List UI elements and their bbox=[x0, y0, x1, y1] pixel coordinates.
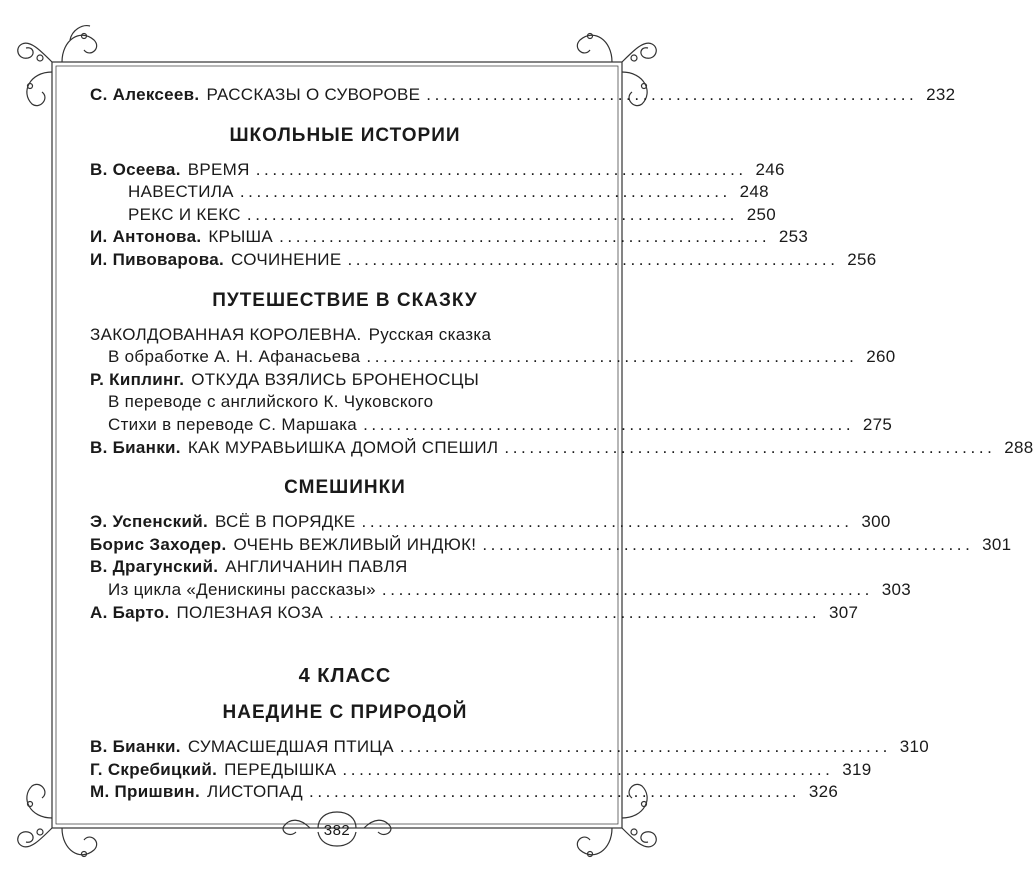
entry-note: Русская сказка bbox=[368, 324, 492, 344]
dot-leader: ........................................................... bbox=[504, 437, 996, 457]
section-heading: СМЕШИНКИ bbox=[284, 477, 406, 499]
entry-page: 248 bbox=[739, 182, 769, 202]
section-heading: ПУТЕШЕСТВИЕ В СКАЗКУ bbox=[212, 289, 478, 311]
entry-title: ПОЛЕЗНАЯ КОЗА bbox=[176, 602, 324, 622]
dot-leader: ........................................................... bbox=[239, 182, 731, 202]
entry-title: РЕКС И КЕКС bbox=[128, 204, 241, 224]
entry-note: Из цикла «Денискины рассказы» bbox=[108, 579, 376, 599]
entry-author: И. Антонова. bbox=[90, 227, 202, 247]
entry-note: В переводе с английского К. Чуковского bbox=[108, 392, 434, 412]
toc-entry[interactable] bbox=[90, 369, 600, 392]
entry-title: ВРЕМЯ bbox=[187, 159, 250, 179]
entry-page: 326 bbox=[808, 782, 839, 802]
toc-entry[interactable] bbox=[90, 159, 785, 182]
entry-page: 256 bbox=[847, 249, 877, 269]
entry-author: Э. Успенский. bbox=[90, 512, 208, 532]
toc-entry[interactable] bbox=[90, 534, 1012, 557]
entry-page: 246 bbox=[755, 159, 785, 179]
entry-title: ЗАКОЛДОВАННАЯ КОРОЛЕВНА. bbox=[90, 324, 362, 344]
toc-entry[interactable] bbox=[90, 511, 891, 534]
entry-note: Стихи в переводе С. Маршака bbox=[108, 414, 358, 434]
toc-entry[interactable] bbox=[90, 781, 839, 804]
entry-page: 288 bbox=[1004, 437, 1033, 457]
entry-title: КРЫША bbox=[208, 227, 274, 247]
entry-author: В. Бианки. bbox=[90, 737, 181, 757]
dot-leader: ........................................................... bbox=[399, 737, 891, 757]
entry-author: И. Пивоварова. bbox=[90, 249, 224, 269]
dot-leader: ........................................................... bbox=[347, 249, 839, 269]
entry-author: Г. Скребицкий. bbox=[90, 759, 218, 779]
toc-entry[interactable] bbox=[90, 759, 872, 782]
entry-author: В. Осеева. bbox=[90, 159, 181, 179]
entry-title: ОТКУДА ВЗЯЛИСЬ БРОНЕНОСЦЫ bbox=[191, 369, 480, 389]
toc-entry[interactable] bbox=[90, 556, 600, 579]
entry-page: 303 bbox=[881, 579, 911, 599]
entry-title: ПЕРЕДЫШКА bbox=[224, 759, 337, 779]
dot-leader: ........................................................... bbox=[361, 512, 853, 532]
table-of-contents bbox=[90, 84, 1033, 804]
dot-leader: ........................................................... bbox=[329, 602, 821, 622]
entry-title: СОЧИНЕНИЕ bbox=[231, 249, 342, 269]
toc-entry[interactable] bbox=[90, 437, 1033, 460]
toc-entry[interactable] bbox=[90, 324, 600, 347]
entry-author: С. Алексеев. bbox=[90, 85, 200, 104]
toc-entry-continuation[interactable] bbox=[90, 346, 896, 369]
entry-title: РАССКАЗЫ О СУВОРОВЕ bbox=[206, 85, 421, 104]
entry-title: АНГЛИЧАНИН ПАВЛЯ bbox=[225, 557, 408, 577]
toc-entry[interactable] bbox=[90, 181, 769, 204]
entry-author: А. Барто. bbox=[90, 602, 170, 622]
entry-page: 250 bbox=[746, 204, 776, 224]
dot-leader: ........................................................... bbox=[482, 534, 974, 554]
entry-page: 319 bbox=[842, 759, 872, 779]
dot-leader: ........................................................... bbox=[426, 85, 918, 104]
toc-entry[interactable] bbox=[90, 84, 956, 107]
dot-leader: ........................................................... bbox=[366, 347, 858, 367]
dot-leader: ........................................................... bbox=[342, 759, 834, 779]
dot-leader: ........................................................... bbox=[279, 227, 771, 247]
entry-title: ЛИСТОПАД bbox=[207, 782, 303, 802]
grade-heading: 4 КЛАСС bbox=[298, 665, 392, 688]
entry-note: В обработке А. Н. Афанасьева bbox=[108, 347, 361, 367]
dot-leader: ........................................................... bbox=[363, 414, 855, 434]
dot-leader: ........................................................... bbox=[381, 579, 873, 599]
entry-page: 300 bbox=[861, 512, 891, 532]
section-heading: ШКОЛЬНЫЕ ИСТОРИИ bbox=[229, 124, 461, 146]
entry-author: Борис Заходер. bbox=[90, 534, 227, 554]
entry-page: 232 bbox=[926, 85, 956, 104]
entry-title: СУМАСШЕДШАЯ ПТИЦА bbox=[187, 737, 394, 757]
entry-author: Р. Киплинг. bbox=[90, 369, 185, 389]
dot-leader: ........................................................... bbox=[309, 782, 801, 802]
entry-title: НАВЕСТИЛА bbox=[128, 182, 234, 202]
entry-title: ОЧЕНЬ ВЕЖЛИВЫЙ ИНДЮК! bbox=[233, 534, 477, 554]
dot-leader: ........................................................... bbox=[246, 204, 738, 224]
entry-author: М. Пришвин. bbox=[90, 782, 201, 802]
entry-page: 253 bbox=[778, 227, 809, 247]
entry-page: 275 bbox=[862, 414, 893, 434]
entry-author: В. Бианки. bbox=[90, 437, 181, 457]
toc-entry[interactable] bbox=[90, 602, 859, 625]
entry-title: ВСЁ В ПОРЯДКЕ bbox=[214, 512, 356, 532]
toc-entry[interactable] bbox=[90, 204, 776, 227]
entry-page: 310 bbox=[899, 737, 929, 757]
page-number: 382 bbox=[323, 822, 351, 839]
toc-entry[interactable] bbox=[90, 736, 929, 759]
toc-entry[interactable] bbox=[90, 249, 877, 272]
entry-author: В. Драгунский. bbox=[90, 557, 219, 577]
dot-leader: ........................................................... bbox=[255, 159, 747, 179]
entry-page: 307 bbox=[828, 602, 859, 622]
toc-entry-continuation[interactable] bbox=[90, 414, 893, 437]
toc-entry-continuation[interactable] bbox=[90, 579, 911, 602]
entry-title: КАК МУРАВЬИШКА ДОМОЙ СПЕШИЛ bbox=[187, 437, 499, 457]
toc-entry-continuation bbox=[90, 391, 600, 414]
entry-page: 301 bbox=[982, 534, 1012, 554]
section-heading: НАЕДИНЕ С ПРИРОДОЙ bbox=[222, 702, 468, 724]
toc-entry[interactable] bbox=[90, 226, 809, 249]
entry-page: 260 bbox=[866, 347, 896, 367]
